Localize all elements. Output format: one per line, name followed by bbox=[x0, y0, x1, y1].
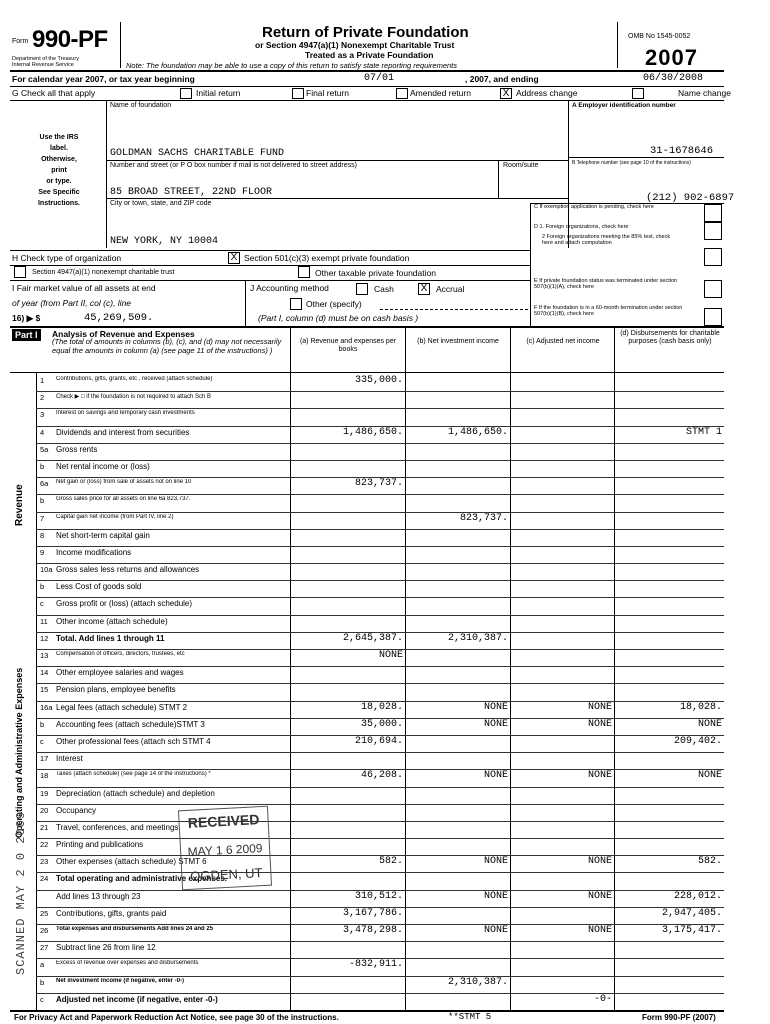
col-c-header: (c) Adjusted net income bbox=[526, 338, 600, 345]
cell-d[interactable]: 209,402. bbox=[673, 735, 722, 747]
phone-value[interactable]: (212) 902-6897 bbox=[646, 192, 735, 204]
cell-c[interactable]: NONE bbox=[587, 718, 612, 730]
cell-d[interactable]: NONE bbox=[697, 770, 722, 782]
row-number: 6a bbox=[40, 479, 49, 489]
foundation-name-label: Name of foundation bbox=[110, 102, 172, 109]
cell-a[interactable]: 46,208. bbox=[360, 770, 403, 782]
form-prefix: Form bbox=[12, 38, 29, 45]
i-fmv-label-1: I Fair market value of all assets at end bbox=[12, 283, 156, 293]
row-label: Total operating and administrative expenses. bbox=[56, 874, 228, 884]
footer-stmt: **STMT 5 bbox=[448, 1012, 492, 1022]
tax-year-begin[interactable]: 07/01 bbox=[364, 73, 395, 84]
form-note: Note: The foundation may be able to use a copy of this return to satisfy state reporting requirements bbox=[126, 61, 458, 70]
e-terminated-checkbox[interactable] bbox=[704, 280, 722, 298]
row-label: Adjusted net income (if negative, enter -0-) bbox=[56, 994, 218, 1004]
cell-b[interactable]: NONE bbox=[483, 770, 508, 782]
h-4947-checkbox[interactable] bbox=[14, 266, 26, 278]
row-label: Check ▶ □ if the foundation is not required to attach Sch B bbox=[56, 394, 211, 401]
cell-b[interactable]: NONE bbox=[483, 925, 508, 937]
received-city: OGDEN, UT bbox=[189, 865, 263, 884]
row-label: Contributions, gifts, grants paid bbox=[56, 908, 167, 918]
row-number: 11 bbox=[40, 616, 48, 626]
row-label: Net short-term capital gain bbox=[56, 530, 150, 540]
row-number: 5a bbox=[40, 444, 49, 454]
row-label: Gross sales price for all assets on line 6a 823,737. bbox=[56, 496, 191, 503]
row-divider bbox=[36, 529, 724, 530]
row-number: 12 bbox=[40, 633, 49, 643]
row-number: 16a bbox=[40, 702, 53, 712]
form-number: 990-PF bbox=[32, 26, 108, 53]
row-divider bbox=[36, 580, 724, 581]
row-label: Add lines 13 through 23 bbox=[56, 891, 141, 901]
row-number: 3 bbox=[40, 410, 45, 420]
j-accrual-checkbox[interactable]: X bbox=[418, 283, 430, 295]
cell-d[interactable]: 582. bbox=[697, 856, 722, 868]
d2-foreign-label: 2 Foreign organizations meeting the 85% test, check here and attach computation bbox=[542, 234, 671, 246]
row-divider bbox=[36, 804, 724, 805]
cell-b[interactable]: NONE bbox=[483, 890, 508, 902]
cell-d[interactable]: 228,012. bbox=[673, 890, 722, 902]
row-label: Interest bbox=[56, 754, 83, 764]
cell-a[interactable]: 310,512. bbox=[354, 890, 403, 902]
row-label: Other employee salaries and wages bbox=[56, 668, 184, 678]
tax-year-and-ending: , 2007, and ending bbox=[465, 74, 539, 84]
cell-b[interactable]: 2,310,387. bbox=[447, 976, 508, 988]
amended-return-checkbox[interactable] bbox=[396, 88, 408, 99]
j-other-checkbox[interactable] bbox=[290, 298, 302, 310]
row-label: Contributions, gifts, grants, etc , received (attach schedule) bbox=[56, 376, 213, 382]
footer-form-ref: Form 990-PF (2007) bbox=[642, 1013, 716, 1022]
cell-a[interactable]: -832,911. bbox=[348, 959, 403, 971]
row-divider bbox=[36, 838, 724, 839]
cell-a[interactable]: 582. bbox=[378, 856, 403, 868]
name-change-checkbox[interactable] bbox=[632, 88, 644, 99]
address-change-label: Address change bbox=[516, 88, 578, 98]
tax-year-end[interactable]: 06/30/2008 bbox=[643, 73, 704, 84]
department: Department of the Treasury bbox=[12, 56, 79, 62]
cell-c[interactable]: NONE bbox=[587, 856, 612, 868]
cell-d[interactable]: STMT 1 bbox=[685, 426, 722, 438]
cell-a[interactable]: NONE bbox=[378, 650, 403, 662]
row-label: Depreciation (attach schedule) and depletion bbox=[56, 788, 215, 798]
use-irs-label: Use the IRS label. Otherwise, print or type. See Specific Instructions. bbox=[37, 134, 80, 207]
row-number: 20 bbox=[40, 805, 49, 815]
cell-d[interactable]: NONE bbox=[697, 718, 722, 730]
row-divider bbox=[36, 872, 724, 873]
row-label: Net gain or (loss) from sale of assets not on line 10 bbox=[56, 479, 192, 486]
i-fmv-value[interactable]: 45,269,509. bbox=[84, 312, 154, 324]
initial-return-label: Initial return bbox=[196, 88, 241, 98]
row-label: Net investment income (if negative, enter -0-) bbox=[56, 977, 185, 984]
row-number: 9 bbox=[40, 547, 45, 557]
row-divider bbox=[36, 391, 724, 392]
row-label: Taxes (attach schedule) (see page 14 of the instructions) * bbox=[56, 771, 211, 778]
row-label: Occupancy bbox=[56, 805, 97, 815]
cell-c[interactable]: NONE bbox=[587, 890, 612, 902]
row-number: 26 bbox=[40, 926, 49, 936]
name-change-label: Name change bbox=[678, 88, 731, 98]
row-label: Dividends and interest from securities bbox=[56, 427, 190, 437]
address-change-checkbox[interactable]: X bbox=[500, 88, 512, 99]
row-number: 21 bbox=[40, 822, 49, 832]
row-number: 22 bbox=[40, 840, 49, 850]
j-cash-checkbox[interactable] bbox=[356, 283, 368, 295]
row-label: Other professional fees (attach sch STMT 4 bbox=[56, 736, 211, 746]
row-number: 7 bbox=[40, 513, 45, 523]
row-number: c bbox=[40, 736, 44, 746]
row-number: b bbox=[40, 977, 45, 987]
form-title: Return of Private Foundation bbox=[262, 24, 469, 41]
amended-return-label: Amended return bbox=[410, 88, 471, 98]
cell-c[interactable]: NONE bbox=[587, 925, 612, 937]
j-other-label: Other (specify) bbox=[306, 299, 362, 309]
received-date: MAY 1 6 2009 bbox=[187, 841, 263, 859]
row-label: Gross rents bbox=[56, 444, 98, 454]
row-number: 27 bbox=[40, 943, 49, 953]
h-other-taxable-checkbox[interactable] bbox=[298, 266, 310, 278]
row-number: c bbox=[40, 994, 44, 1004]
row-number: 10a bbox=[40, 565, 53, 575]
row-label: Printing and publications bbox=[56, 840, 144, 850]
cell-a[interactable]: 3,167,786. bbox=[342, 907, 403, 919]
row-label: Other expenses (attach schedule) STMT 6 bbox=[56, 857, 207, 867]
cell-d[interactable]: 2,947,405. bbox=[661, 907, 722, 919]
row-label: Gross profit or (loss) (attach schedule) bbox=[56, 599, 193, 609]
row-divider bbox=[36, 666, 724, 667]
cell-a[interactable]: 2,645,387. bbox=[342, 632, 403, 644]
row-number: b bbox=[40, 582, 45, 592]
row-number: c bbox=[40, 599, 44, 609]
e-terminated-label: E If private foundation status was terminated under section 507(b)(1)(A), check here bbox=[534, 278, 678, 290]
f-termination-checkbox[interactable] bbox=[704, 308, 722, 326]
irs-name: Internal Revenue Service bbox=[12, 62, 74, 68]
city-state-zip[interactable]: NEW YORK, NY 10004 bbox=[110, 236, 219, 247]
row-number: 13 bbox=[40, 651, 49, 661]
row-number: 14 bbox=[40, 668, 49, 678]
row-number: 24 bbox=[40, 874, 49, 884]
row-divider bbox=[36, 683, 724, 684]
row-divider bbox=[36, 563, 724, 564]
privacy-notice: For Privacy Act and Paperwork Reduction Act Notice, see page 30 of the instructions. bbox=[14, 1013, 339, 1022]
row-label: Pension plans, employee benefits bbox=[56, 685, 176, 695]
row-divider bbox=[36, 615, 724, 616]
row-number: 18 bbox=[40, 771, 49, 781]
form-subtitle: or Section 4947(a)(1) Nonexempt Charitable Trust bbox=[255, 40, 455, 50]
row-divider bbox=[36, 408, 724, 409]
i-fmv-label-2: of year (from Part II, col (c), line bbox=[12, 298, 132, 308]
row-divider bbox=[36, 546, 724, 547]
row-divider bbox=[36, 993, 724, 994]
ein-value[interactable]: 31-1678646 bbox=[650, 145, 714, 157]
d1-foreign-label: D 1. Foreign organizations, check here bbox=[534, 224, 629, 230]
row-number: a bbox=[40, 960, 45, 970]
c-exemption-checkbox[interactable] bbox=[704, 204, 722, 222]
row-divider bbox=[36, 460, 724, 461]
h-other-taxable-label: Other taxable private foundation bbox=[315, 268, 436, 278]
row-label: Capital gain net income (from Part IV, line 2) bbox=[56, 513, 174, 520]
tax-year: 2007 bbox=[645, 45, 698, 70]
cell-b[interactable]: 823,737. bbox=[459, 512, 508, 524]
j-cash-basis-note: (Part I, column (d) must be on cash basis ) bbox=[258, 313, 419, 323]
d1-foreign-checkbox[interactable] bbox=[704, 222, 722, 240]
cell-b[interactable]: NONE bbox=[483, 856, 508, 868]
row-divider bbox=[36, 443, 724, 444]
scanned-stamp: SCANNED MAY 2 0 2009 bbox=[14, 810, 28, 975]
d2-foreign-checkbox[interactable] bbox=[704, 248, 722, 266]
row-number: 8 bbox=[40, 530, 45, 540]
cell-a[interactable]: 35,000. bbox=[360, 718, 403, 730]
cell-d[interactable]: 18,028. bbox=[679, 701, 722, 713]
part1-description: (The total of amounts in columns (b), (c), and (d) may not necessarily equal the amounts in column (a) (see page 11 of the instructions) ) bbox=[52, 337, 282, 355]
row-label: Subtract line 26 from line 12 bbox=[56, 943, 156, 953]
omb-number: OMB No 1545-0052 bbox=[628, 33, 691, 40]
revenue-side-label: Revenue bbox=[14, 484, 25, 526]
cell-a[interactable]: 823,737. bbox=[354, 478, 403, 490]
c-exemption-label: C If exemption application is pending, check here bbox=[534, 204, 654, 210]
foundation-name[interactable]: GOLDMAN SACHS CHARITABLE FUND bbox=[110, 148, 285, 159]
g-check-label: G Check all that apply bbox=[12, 88, 96, 98]
cell-c[interactable]: -0- bbox=[593, 993, 612, 1005]
received-text: RECEIVED bbox=[187, 811, 260, 831]
col-d-header: (d) Disbursements for charitable purposes (cash basis only) bbox=[620, 330, 720, 345]
cell-d[interactable]: 3,175,417. bbox=[661, 925, 722, 937]
cell-a[interactable]: 210,694. bbox=[354, 735, 403, 747]
row-label: Less Cost of goods sold bbox=[56, 582, 142, 592]
cell-a[interactable]: 18,028. bbox=[360, 701, 403, 713]
h-501c3-checkbox[interactable]: X bbox=[228, 252, 240, 264]
row-number: b bbox=[40, 719, 45, 729]
cell-a[interactable]: 1,486,650. bbox=[342, 426, 403, 438]
row-label: Travel, conferences, and meetings bbox=[56, 822, 179, 832]
row-label: Accounting fees (attach schedule)STMT 3 bbox=[56, 719, 205, 729]
final-return-checkbox[interactable] bbox=[292, 88, 304, 99]
row-label: Income modifications bbox=[56, 547, 132, 557]
street-label: Number and street (or P O box number if mail is not delivered to street address) bbox=[110, 162, 357, 169]
city-label: City or town, state, and ZIP code bbox=[110, 200, 212, 207]
calendar-year-label: For calendar year 2007, or tax year beginning bbox=[12, 74, 195, 84]
final-return-label: Final return bbox=[306, 88, 349, 98]
j-cash-label: Cash bbox=[374, 284, 394, 294]
cell-c[interactable]: NONE bbox=[587, 770, 612, 782]
row-label: Legal fees (attach schedule) STMT 2 bbox=[56, 702, 188, 712]
row-number: 15 bbox=[40, 685, 49, 695]
initial-return-checkbox[interactable] bbox=[180, 88, 192, 99]
row-divider bbox=[36, 752, 724, 753]
part1-title: Analysis of Revenue and Expenses bbox=[52, 329, 195, 339]
cell-a[interactable]: 3,478,298. bbox=[342, 925, 403, 937]
cell-b[interactable]: 2,310,387. bbox=[447, 632, 508, 644]
cell-c[interactable]: NONE bbox=[587, 701, 612, 713]
row-label: Total. Add lines 1 through 11 bbox=[56, 633, 165, 643]
row-number: 17 bbox=[40, 754, 49, 764]
row-divider bbox=[36, 494, 724, 495]
row-divider bbox=[36, 941, 724, 942]
row-divider bbox=[36, 597, 724, 598]
row-number: b bbox=[40, 496, 45, 506]
row-label: Other income (attach schedule) bbox=[56, 616, 168, 626]
i-fmv-label-3: 16) ▶ $ bbox=[12, 313, 41, 323]
row-label: Net rental income or (loss) bbox=[56, 461, 150, 471]
j-accrual-label: Accrual bbox=[436, 284, 465, 294]
col-b-header: (b) Net investment income bbox=[417, 338, 499, 345]
row-number: 19 bbox=[40, 788, 49, 798]
h-501c3-label: Section 501(c)(3) exempt private foundation bbox=[244, 253, 410, 263]
row-divider bbox=[36, 787, 724, 788]
f-termination-label: F If the foundation is in a 60-month termination under section 507(b)(1)(B), check here bbox=[534, 305, 683, 317]
cell-b[interactable]: 1,486,650. bbox=[447, 426, 508, 438]
row-divider bbox=[36, 821, 724, 822]
cell-b[interactable]: NONE bbox=[483, 718, 508, 730]
row-divider bbox=[36, 976, 724, 977]
street-address[interactable]: 85 BROAD STREET, 22ND FLOOR bbox=[110, 187, 273, 198]
j-accounting-label: J Accounting method bbox=[250, 283, 329, 293]
row-number: 1 bbox=[40, 376, 45, 385]
cell-b[interactable]: NONE bbox=[483, 701, 508, 713]
phone-label: B Telephone number (see page 10 of the instructions) bbox=[572, 160, 691, 166]
form-subtitle-2: Treated as a Private Foundation bbox=[305, 50, 434, 60]
expenses-side-label: Operating and Administrative Expenses bbox=[14, 667, 24, 838]
h-org-type-label: H Check type of organization bbox=[12, 253, 122, 263]
row-number: 4 bbox=[40, 427, 45, 437]
row-number: b bbox=[40, 461, 45, 471]
ein-label: A Employer identification number bbox=[572, 102, 676, 109]
part1-tag: Part I bbox=[12, 329, 41, 341]
col-a-header: (a) Revenue and expenses per books bbox=[299, 338, 397, 353]
row-number: 25 bbox=[40, 908, 49, 918]
row-label: Interest on savings and temporary cash investments bbox=[56, 410, 195, 417]
row-number: 2 bbox=[40, 393, 45, 403]
row-label: Total expenses and disbursements Add lines 24 and 25 bbox=[56, 926, 214, 933]
row-label: Compensation of officers, directors, trustees, etc bbox=[56, 651, 185, 658]
row-label: Gross sales less returns and allowances bbox=[56, 565, 200, 575]
h-4947-label: Section 4947(a)(1) nonexempt charitable trust bbox=[32, 269, 175, 276]
room-suite-label: Room/suite bbox=[503, 162, 539, 169]
row-number: 23 bbox=[40, 857, 49, 867]
received-stamp bbox=[178, 806, 272, 891]
cell-a[interactable]: 335,000. bbox=[354, 375, 403, 386]
row-label: Excess of revenue over expenses and disbursements bbox=[56, 960, 199, 967]
row-divider bbox=[36, 512, 724, 513]
